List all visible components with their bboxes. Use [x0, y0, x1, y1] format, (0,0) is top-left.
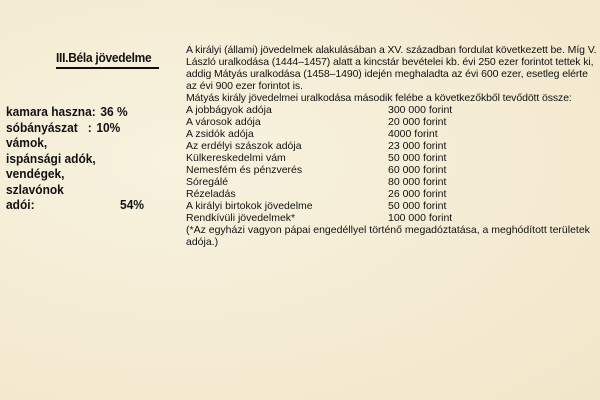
table-row [186, 140, 598, 152]
income-amount: 4000 forint [388, 128, 438, 140]
income-amount: 20 000 forint [388, 116, 447, 128]
table-row [186, 104, 598, 116]
income-amount: 80 000 forint [388, 176, 447, 188]
income-name: Külkereskedelmi vám [186, 152, 286, 164]
income-name: A jobbágyok adója [186, 104, 272, 116]
item-value: 10% [96, 119, 121, 135]
list-item [6, 151, 144, 167]
income-table [186, 104, 598, 224]
table-row [186, 128, 598, 140]
intro-text [186, 44, 598, 104]
list-item [6, 197, 144, 213]
item-label: adói: [6, 197, 35, 212]
item-label: szlavónok [6, 181, 64, 197]
list-item [6, 166, 144, 182]
item-label: kamara haszna: [6, 104, 96, 119]
income-amount: 26 000 forint [388, 188, 447, 200]
intro-paragraph: A királyi (állami) jövedelmek alakulásában a XV. században fordulat következett be. Míg V. László uralkodása (1444–1457) alatt a kincstár bevételei kb. évi 250 ezer forintot tettek ki, addig Mátyás uralkodása (1458–1490) idején meghaladta az évi 600 ezer, esetleg elérte az évi 900 ezer forintot is. [186, 44, 597, 92]
income-share-list [6, 104, 146, 213]
table-row [186, 164, 598, 176]
income-name: A királyi birtokok jövedelme [186, 200, 313, 212]
income-name: Rendkívüli jövedelmek* [186, 212, 296, 224]
left-title: III.Béla jövedelme [56, 50, 159, 69]
table-row [186, 152, 598, 164]
item-label: vendégek, [6, 166, 65, 181]
item-label: vámok, [6, 135, 48, 150]
list-item [6, 135, 144, 151]
matyas-income-text [186, 44, 598, 248]
footnote: (*Az egyházi vagyon pápai engedéllyel történő megadóztatása, a meghódított területek adója.) [186, 224, 590, 248]
table-row [186, 116, 598, 128]
item-value: 36 % [100, 104, 128, 119]
income-amount: 50 000 forint [388, 152, 447, 164]
table-row [186, 212, 598, 224]
list-item [6, 104, 144, 120]
table-row [186, 176, 598, 188]
income-name: A zsidók adója [186, 128, 254, 140]
income-name: Rézeladás [186, 188, 236, 200]
table-row [186, 188, 598, 200]
list-item [6, 120, 144, 136]
item-value: 54% [120, 197, 144, 212]
income-amount: 23 000 forint [388, 140, 447, 152]
table-row [186, 200, 598, 212]
item-label: ispánsági adók, [6, 150, 96, 166]
income-name: Nemesfém és pénzverés [186, 164, 303, 176]
income-amount: 300 000 forint [388, 104, 453, 116]
income-name: Sóregálé [186, 176, 229, 188]
income-name: A városok adója [186, 116, 261, 128]
item-label: sóbányászat : [6, 119, 92, 135]
income-name: Az erdélyi szászok adója [186, 140, 302, 152]
income-amount: 100 000 forint [388, 212, 453, 224]
income-amount: 50 000 forint [388, 200, 447, 212]
intro-paragraph: Mátyás király jövedelmei uralkodása második felébe a következőkből tevődött össze: [186, 92, 572, 104]
list-item [6, 182, 144, 198]
income-amount: 60 000 forint [388, 164, 447, 176]
